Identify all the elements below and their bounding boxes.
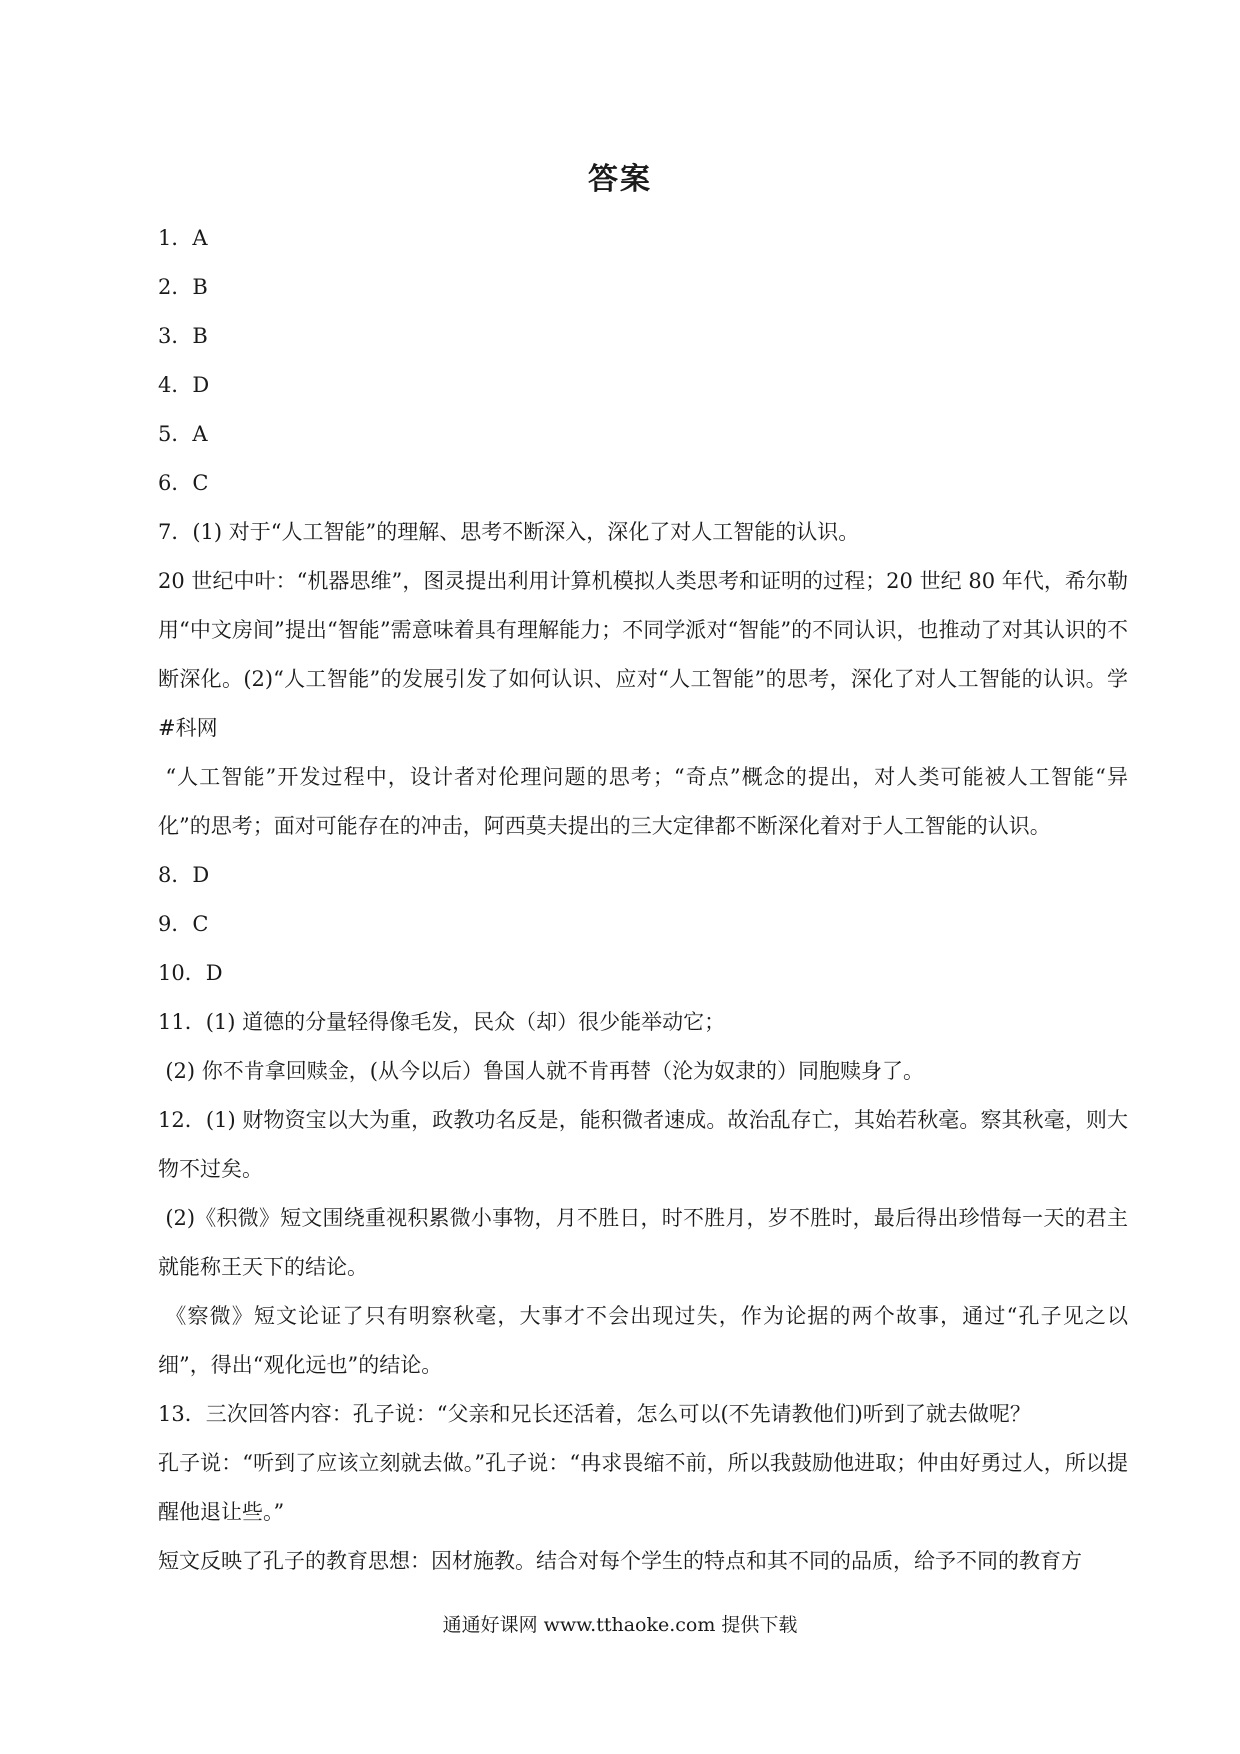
answer-11-part-1: 11．(1) 道德的分量轻得像毛发，民众（却）很少能举动它； bbox=[158, 1010, 726, 1034]
answer-6: 6．C bbox=[158, 471, 209, 495]
answer-13-part-3: 短文反映了孔子的教育思想：因材施教。结合对每个学生的特点和其不同的品质，给予不同的教育方 bbox=[158, 1549, 1082, 1573]
answer-7-paragraph-2: “人工智能”开发过程中，设计者对伦理问题的思考；“奇点”概念的提出，对人类可能被人工智能“异化”的思考；面对可能存在的冲击，阿西莫夫提出的三大定律都不断深化着对于人工智能的认识。 bbox=[158, 765, 1128, 838]
answer-7-heading: 7．(1) 对于“人工智能”的理解、思考不断深入，深化了对人工智能的认识。 bbox=[158, 520, 860, 544]
answer-12-part-1: 12．(1) 财物资宝以大为重，政教功名反是，能积微者速成。故治乱存亡，其始若秋毫。察其秋毫，则大物不过矣。 bbox=[158, 1108, 1128, 1181]
answer-8: 8．D bbox=[158, 863, 210, 887]
answer-10: 10．D bbox=[158, 961, 223, 985]
page-footer: 通通好课网 www.tthaoke.com 提供下载 bbox=[442, 1614, 798, 1636]
answer-13-part-2: 孔子说：“听到了应该立刻就去做。”孔子说：“冉求畏缩不前，所以我鼓励他进取；仲由好勇过人，所以提醒他退让些。” bbox=[158, 1451, 1128, 1524]
answer-11-part-2: (2) 你不肯拿回赎金，(从今以后）鲁国人就不肯再替（沦为奴隶的）同胞赎身了。 bbox=[165, 1059, 924, 1083]
answer-12-part-3: 《察微》短文论证了只有明察秋毫，大事才不会出现过失，作为论据的两个故事，通过“孔子见之以细”，得出“观化远也”的结论。 bbox=[158, 1304, 1128, 1377]
answer-4: 4．D bbox=[158, 373, 210, 397]
answer-7-paragraph-1: 20 世纪中叶：“机器思维”，图灵提出利用计算机模拟人类思考和证明的过程；20 世纪 80 年代，希尔勒用“中文房间”提出“智能”需意味着具有理解能力；不同学派对“智能”的不同认识，也推动了对其认识的不断深化。(2)“人工智能”的发展引发了如何认识、应对“人工智能”的思考，深化了对人工智能的认识。学#科网 bbox=[158, 569, 1128, 740]
answer-12-part-2: (2)《积微》短文围绕重视积累微小事物，月不胜日，时不胜月，岁不胜时，最后得出珍惜每一天的君主就能称王天下的结论。 bbox=[158, 1206, 1128, 1279]
answer-3: 3．B bbox=[158, 324, 208, 348]
page-title: 答案 bbox=[588, 162, 652, 197]
answer-9: 9．C bbox=[158, 912, 209, 936]
answer-13-part-1: 13．三次回答内容：孔子说：“父亲和兄长还活着，怎么可以(不先请教他们)听到了就去做呢？ bbox=[158, 1402, 1031, 1426]
answer-1: 1．A bbox=[158, 226, 208, 250]
answer-5: 5．A bbox=[158, 422, 208, 446]
answer-2: 2．B bbox=[158, 275, 208, 299]
answer-list bbox=[158, 214, 1128, 1586]
